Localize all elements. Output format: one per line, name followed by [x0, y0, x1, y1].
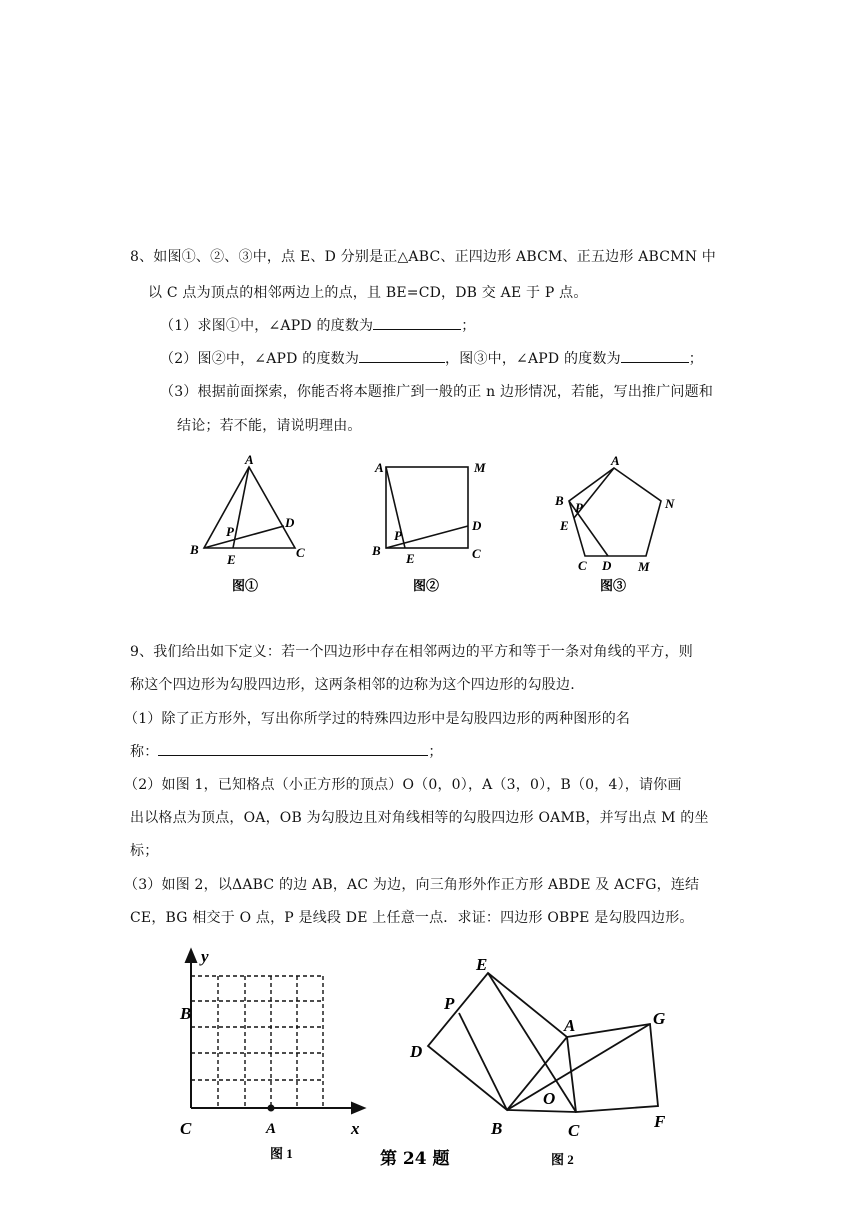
q8-part-2-end: ；: [688, 351, 703, 367]
q8-part-1-end: ；: [461, 318, 476, 334]
fig3-label-n: N: [665, 496, 675, 511]
fig1-label-b: B: [180, 1004, 192, 1023]
fig2-label-a: A: [564, 1016, 576, 1035]
fig1-label-origin: C: [180, 1119, 192, 1138]
q9-part-3-line-1: （3）如图 2，以ΔABC 的边 AB，AC 为边，向三角形外作正方形 ABDE 及 ACFG，连结: [124, 877, 700, 893]
fig3-label-a: A: [611, 453, 620, 468]
fig2-label-f: F: [654, 1112, 666, 1131]
q8-part-2: [160, 348, 703, 368]
q8-part-1-text: （1）求图①中，∠APD 的度数为: [160, 318, 374, 334]
fig3-label-b: B: [555, 493, 564, 508]
q9-part-2-line-2: 出以格点为顶点，OA，OB 为勾股边且对角线相等的勾股四边形 OAMB，并写出点 M 的坐: [130, 810, 709, 826]
fig3-label-p: P: [575, 500, 583, 515]
q9-line-1: 9、我们给出如下定义：若一个四边形中存在相邻两边的平方和等于一条对角线的平方，则: [130, 644, 693, 660]
fig3-caption: 图③: [600, 578, 627, 593]
segment-bp: [459, 1013, 507, 1110]
fig2-label-e: E: [476, 955, 488, 974]
answer-blank-3[interactable]: [621, 348, 689, 363]
square-acfg: [567, 1024, 658, 1112]
answer-blank-4[interactable]: [158, 741, 428, 756]
fig1-label-a: A: [245, 452, 254, 467]
q8-part-2-text-b: ，图③中，∠APD 的度数为: [445, 351, 621, 367]
fig2-label-p: P: [444, 994, 455, 1013]
fig2-caption: 图②: [413, 578, 440, 593]
q9-part-1-line-2: [130, 741, 443, 761]
q9-figures: [170, 940, 730, 1180]
segment-bd: [204, 526, 284, 548]
q9-part-2-line-3: 标；: [130, 843, 159, 859]
fig2-label-b: B: [372, 543, 381, 558]
fig2-label-c: C: [568, 1121, 580, 1140]
q8-part-1: [160, 315, 475, 335]
fig2-label-p: P: [394, 528, 402, 543]
fig1-label-b: B: [190, 542, 199, 557]
fig2-label-a: A: [375, 460, 384, 475]
q9-part-1-line-1: （1）除了正方形外，写出你所学过的特殊四边形中是勾股四边形的两种图形的名: [124, 711, 631, 727]
answer-blank-1[interactable]: [373, 315, 461, 330]
fig2-label-m: M: [474, 460, 486, 475]
fig1-label-p: P: [226, 524, 234, 539]
point-a: [269, 1106, 274, 1111]
fig2-label-e: E: [406, 551, 415, 566]
x-axis-arrow: [352, 1103, 364, 1113]
fig1-label-a: A: [266, 1121, 277, 1137]
fig3-label-c: C: [578, 558, 587, 573]
q9-fig2-caption: 图 2: [551, 1152, 574, 1167]
q9-figure-1-axes: [186, 950, 364, 1113]
fig3-label-d: D: [602, 558, 612, 573]
fig2-label-d: D: [410, 1042, 423, 1061]
answer-blank-2[interactable]: [359, 348, 445, 363]
fig2-label-o: O: [543, 1089, 556, 1108]
q9-part-1-end: ；: [428, 744, 443, 760]
q8-figure-1: [204, 467, 295, 548]
q8-part-2-text-a: （2）图②中，∠APD 的度数为: [160, 351, 360, 367]
segment-bc: [507, 1110, 576, 1112]
fig2-label-b: B: [491, 1119, 503, 1138]
fig3-label-m: M: [638, 559, 650, 574]
fig1-label-y: y: [201, 947, 209, 966]
q9-line-2: 称这个四边形为勾股四边形，这两条相邻的边称为这个四边形的勾股边.: [130, 677, 575, 693]
q8-line-2: 以 C 点为顶点的相邻两边上的点，且 BE=CD，DB 交 AE 于 P 点。: [148, 285, 588, 301]
q8-part-3-line-2: 结论；若不能，请说明理由。: [177, 418, 362, 434]
fig2-label-c: C: [472, 546, 481, 561]
fig2-label-g: G: [653, 1009, 666, 1028]
q8-figures: [150, 448, 710, 598]
y-axis-arrow: [186, 950, 196, 962]
q8-line-1: 8、如图①、②、③中，点 E、D 分别是正△ABC、正四边形 ABCM、正五边形 ABCMN 中: [130, 249, 716, 265]
q9-part-2-line-1: （2）如图 1，已知格点（小正方形的顶点）O（0，0），A（3，0），B（0，4），请你画: [124, 777, 682, 793]
q9-part-3-line-2: CE，BG 相交于 O 点，P 是线段 DE 上任意一点．求证：四边形 OBPE 是勾股四边形。: [130, 910, 694, 926]
fig1-label-c: C: [296, 545, 305, 560]
q9-figure-1-grid: [191, 976, 323, 1106]
fig1-label-e: E: [227, 552, 236, 567]
problem-number-label: 第 24 题: [380, 1149, 450, 1169]
fig3-label-e: E: [560, 518, 569, 533]
fig1-caption: 图①: [232, 578, 259, 593]
q9-fig1-caption: 图 1: [270, 1146, 293, 1161]
q8-part-3-line-1: （3）根据前面探索，你能否将本题推广到一般的正 n 边形情况，若能，写出推广问题和: [160, 384, 714, 400]
fig2-label-d: D: [472, 518, 482, 533]
fig1-label-d: D: [285, 515, 295, 530]
q9-part-1-label: 称：: [130, 744, 159, 760]
fig1-label-x: x: [351, 1119, 360, 1138]
